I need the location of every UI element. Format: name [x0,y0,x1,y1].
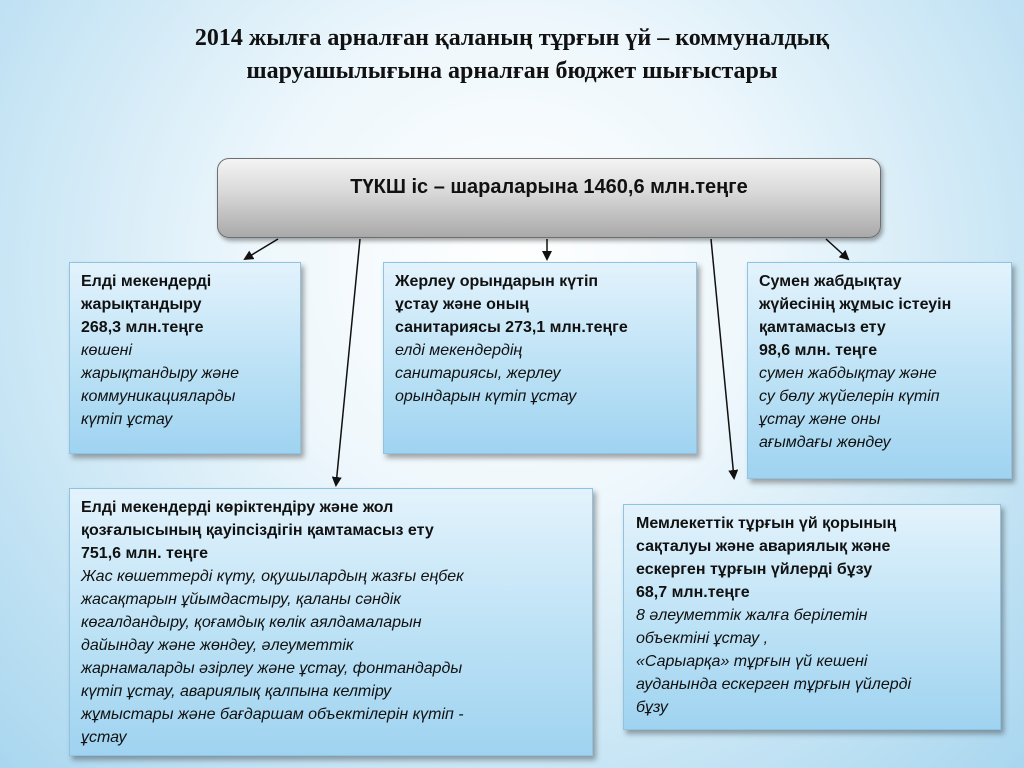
node-head-line: Сумен жабдықтау [759,273,902,290]
node-desc-line: жасақтарын ұйымдастыру, қаланы сәндік [81,591,401,608]
node-desc-line: Жас көшеттерді күту, оқушылардың жазғы еңбек [81,568,464,585]
node-desc-line: жарнамаларды әзірлеу және ұстау, фонтандарды [81,660,463,677]
node-head-amount: санитариясы 273,1 млн.теңге [395,319,628,336]
node-street-lighting [69,262,301,454]
root-node-label: ТҮКШ іс – шараларына 1460,6 млн.теңге [350,176,748,198]
node-desc-line: жұмыстары және бағдаршам объектілерін күтіп - [81,706,464,723]
node-desc-line: ұстау және оны [759,411,881,428]
arrow-to-housing [711,239,734,478]
node-desc-line: дайындау және жөндеу, әлеуметтік [81,637,354,654]
node-head-amount: 98,6 млн. теңге [759,342,878,359]
node-head-line: қамтамасыз ету [759,319,886,336]
node-head-amount: 751,6 млн. теңге [81,545,208,562]
node-head-amount: 68,7 млн.теңге [636,584,750,601]
node-head-line: жүйесінің жұмыс істеуін [759,296,952,313]
node-desc-line: бұзу [636,699,668,716]
node-head-line: сақталуы және авариялық және [636,538,891,555]
root-node [217,158,881,238]
node-desc-line: сумен жабдықтау және [759,365,937,382]
node-desc-line: орындарын күтіп ұстау [395,388,577,405]
node-desc-line: ұстау [81,729,127,746]
node-desc-line: объектіні ұстау , [636,630,769,647]
node-head-line: Елді мекендерді [81,273,212,290]
node-head-line: ескерген тұрғын үйлерді бұзу [636,561,873,578]
node-desc-line: су бөлу жүйелерін күтіп [759,388,940,405]
node-desc-line: күтіп ұстау, авариялық қалпына келтіру [81,683,392,700]
arrow-to-water [826,239,848,259]
node-head-line: жарықтандыру [81,296,202,313]
node-desc-line: коммуникацияларды [81,388,236,405]
title-line-2: шаруашылығына арналған бюджет шығыстары [246,58,778,84]
node-desc-line: «Сарыарқа» тұрғын үй кешені [636,653,868,670]
node-desc-line: күтіп ұстау [81,411,173,428]
node-head-line: қозғалысының қауіпсіздігін қамтамасыз ету [81,522,434,539]
arrow-to-lighting [245,239,278,259]
node-desc-line: елді мекендердің [395,342,523,359]
node-desc-line: санитариясы, жерлеу [395,365,561,382]
node-desc-line: жарықтандыру және [81,365,240,382]
node-head-line: Мемлекеттік тұрғын үй қорының [636,515,897,532]
node-head-amount: 268,3 млн.теңге [81,319,204,336]
node-housing-fund [623,504,1001,730]
node-head-line: Елді мекендерді көріктендіру және жол [81,499,394,516]
node-water-supply [747,262,1012,479]
node-desc-line: ауданында ескерген тұрғын үйлерді [636,676,912,693]
node-desc-line: ағымдағы жөндеу [759,434,891,451]
title-line-1: 2014 жылға арналған қаланың тұрғын үй – коммуналдық [194,25,830,51]
arrow-to-improvement [336,239,360,485]
node-desc-line: көшені [81,342,132,359]
node-improvement-road-safety [69,488,593,756]
node-desc-line: көгалдандыру, қоғамдық көлік аялдамаларын [81,614,422,631]
node-head-line: ұстау және оның [395,296,529,313]
node-head-line: Жерлеу орындарын күтіп [395,273,599,290]
node-desc-line: 8 әлеуметтік жалға берілетін [636,607,868,624]
node-cemetery-maintenance [383,262,697,454]
